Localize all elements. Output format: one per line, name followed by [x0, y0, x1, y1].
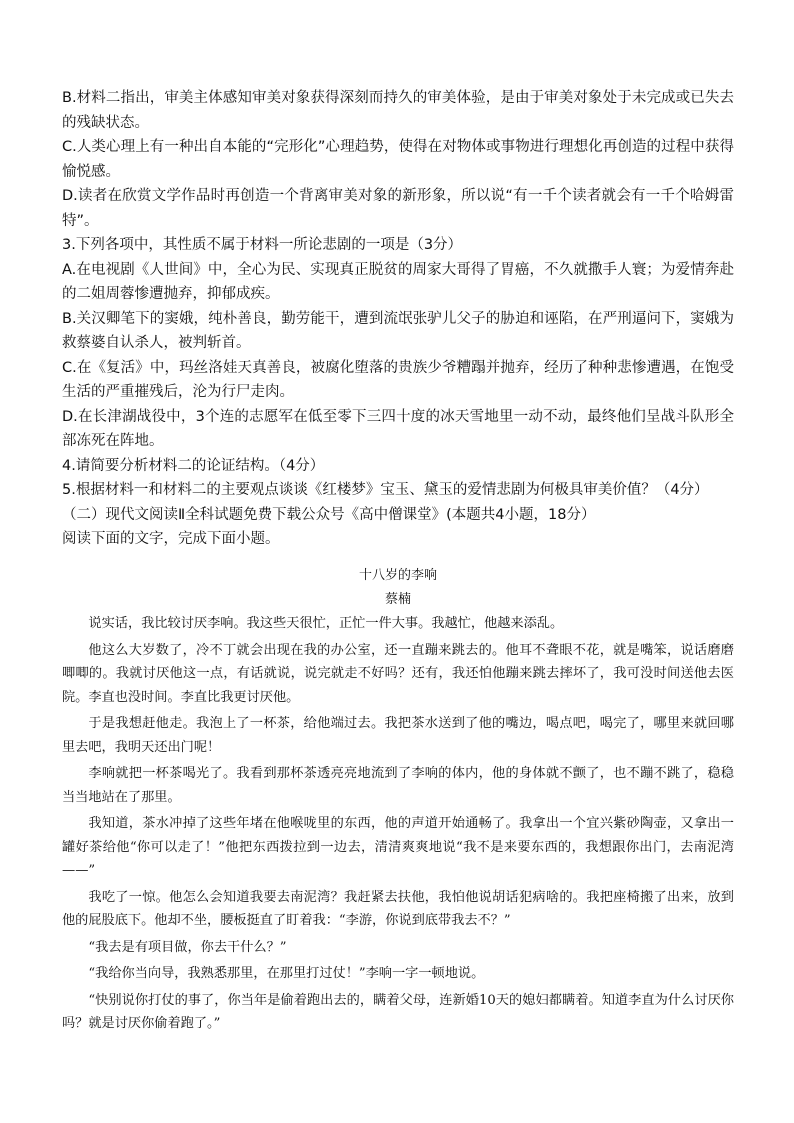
- option-c-text: C.人类心理上有一种出自本能的“完形化”心理趋势，使得在对物体或事物进行理想化再创造的过程中获得愉悦感。: [62, 139, 734, 180]
- story-paragraph: “我去是有项目做，你去干什么？”: [88, 939, 287, 955]
- reading-instruction: 阅读下面的文字，完成下面小题。: [62, 531, 280, 547]
- question-block: [62, 86, 734, 552]
- question-3-stem: 3.下列各项中，其性质不属于材料一所论悲剧的一项是（3分）: [62, 237, 463, 253]
- story-title: 十八岁的李响: [358, 568, 437, 583]
- question-4: 4.请简要分析材料二的论证结构。（4分）: [62, 457, 325, 474]
- section-heading: （二）现代文阅读Ⅱ全科试题免费下载公众号《高中僧课堂》(本题共4小题，18分）: [62, 506, 596, 523]
- question-3-option-c: C.在《复活》中，玛丝洛娃天真善良，被腐化堕落的贵族少爷糟蹋并抛弃，经历了种种悲惨遭遇，在饱受生活的严重摧残后，沦为行尸走肉。: [62, 359, 734, 400]
- option-b-text: B.材料二指出，审美主体感知审美对象获得深刻而持久的审美体验，是由于审美对象处于未完成或已失去的残缺状态。: [62, 90, 734, 131]
- story-paragraph: 我吃了一惊。他怎么会知道我要去南泥湾？我赶紧去扶他，我怕他说胡话犯病啥的。我把座椅搬了出来，放到他的屁股底下。他却不坐，腰板挺直了盯着我：“李游，你说到底带我去不？”: [62, 889, 734, 928]
- story-paragraph: 李响就把一杯茶喝光了。我看到那杯茶透亮亮地流到了李响的体内，他的身体就不颤了，也不蹦不跳了，稳稳当当地站在了那里。: [62, 766, 734, 805]
- question-3-option-a: A.在电视剧《人世间》中，全心为民、实现真正脱贫的周家大哥得了胃癌，不久就撒手人寰；为爱情奔赴的二姐周蓉惨遭抛弃，抑郁成疾。: [62, 261, 734, 302]
- story-paragraph: “我给你当向导，我熟悉那里，在那里打过仗！”李响一字一顿地说。: [88, 966, 485, 981]
- story-passage: [62, 564, 734, 1036]
- story-paragraph: 我知道，茶水冲掉了这些年堵在他喉咙里的东西，他的声道开始通畅了。我拿出一个宜兴紫砂陶壶，又拿出一罐好茶给他“你可以走了！”他把东西拨拉到一边去，清清爽爽地说“我不是来要东西的，我想跟你出门，去南泥湾——”: [62, 816, 734, 878]
- story-paragraph: 说实话，我比较讨厌李响。我这些天很忙，正忙一件大事。我越忙，他越来添乱。: [88, 616, 564, 631]
- story-author: 蔡楠: [384, 592, 411, 607]
- exam-page: [62, 86, 734, 552]
- story-paragraph: 他这么大岁数了，冷不丁就会出现在我的办公室，还一直蹦来跳去的。他耳不聋眼不花，就是嘴笨，说话磨磨唧唧的。我就讨厌他这一点，有话就说，说完就走不好吗？还有，我还怕他蹦来跳去摔坏了，我可没时间送他去医院。李直也没时间。李直比我更讨厌他。: [62, 642, 734, 705]
- question-3-option-b: B.关汉卿笔下的窦娥，纯朴善良，勤劳能干，遭到流氓张驴儿父子的胁迫和诬陷，在严刑逼问下，窦娥为救蔡婆自认杀人，被判斩首。: [62, 310, 734, 351]
- option-d-text: D.读者在欣赏文学作品时再创造一个背离审美对象的新形象，所以说“有一千个读者就会有一千个哈姆雷特”。: [62, 188, 734, 229]
- story-paragraph: “快别说你打仗的事了，你当年是偷着跑出去的，瞒着父母，连新婚10天的媳妇都瞒着。知道李直为什么讨厌你吗？就是讨厌你偷着跑了。”: [62, 992, 734, 1031]
- story-paragraph: 于是我想赶他走。我泡上了一杯茶，给他端过去。我把茶水送到了他的嘴边，喝点吧，喝完了，哪里来就回哪里去吧，我明天还出门呢！: [62, 716, 734, 755]
- question-5: 5.根据材料一和材料二的主要观点谈谈《红楼梦》宝玉、黛玉的爱情悲剧为何极具审美价值？（4分）: [62, 482, 709, 498]
- question-3-option-d: D.在长津湖战役中，3个连的志愿军在低至零下三四十度的冰天雪地里一动不动，最终他们呈战斗队形全部冻死在阵地。: [62, 408, 734, 449]
